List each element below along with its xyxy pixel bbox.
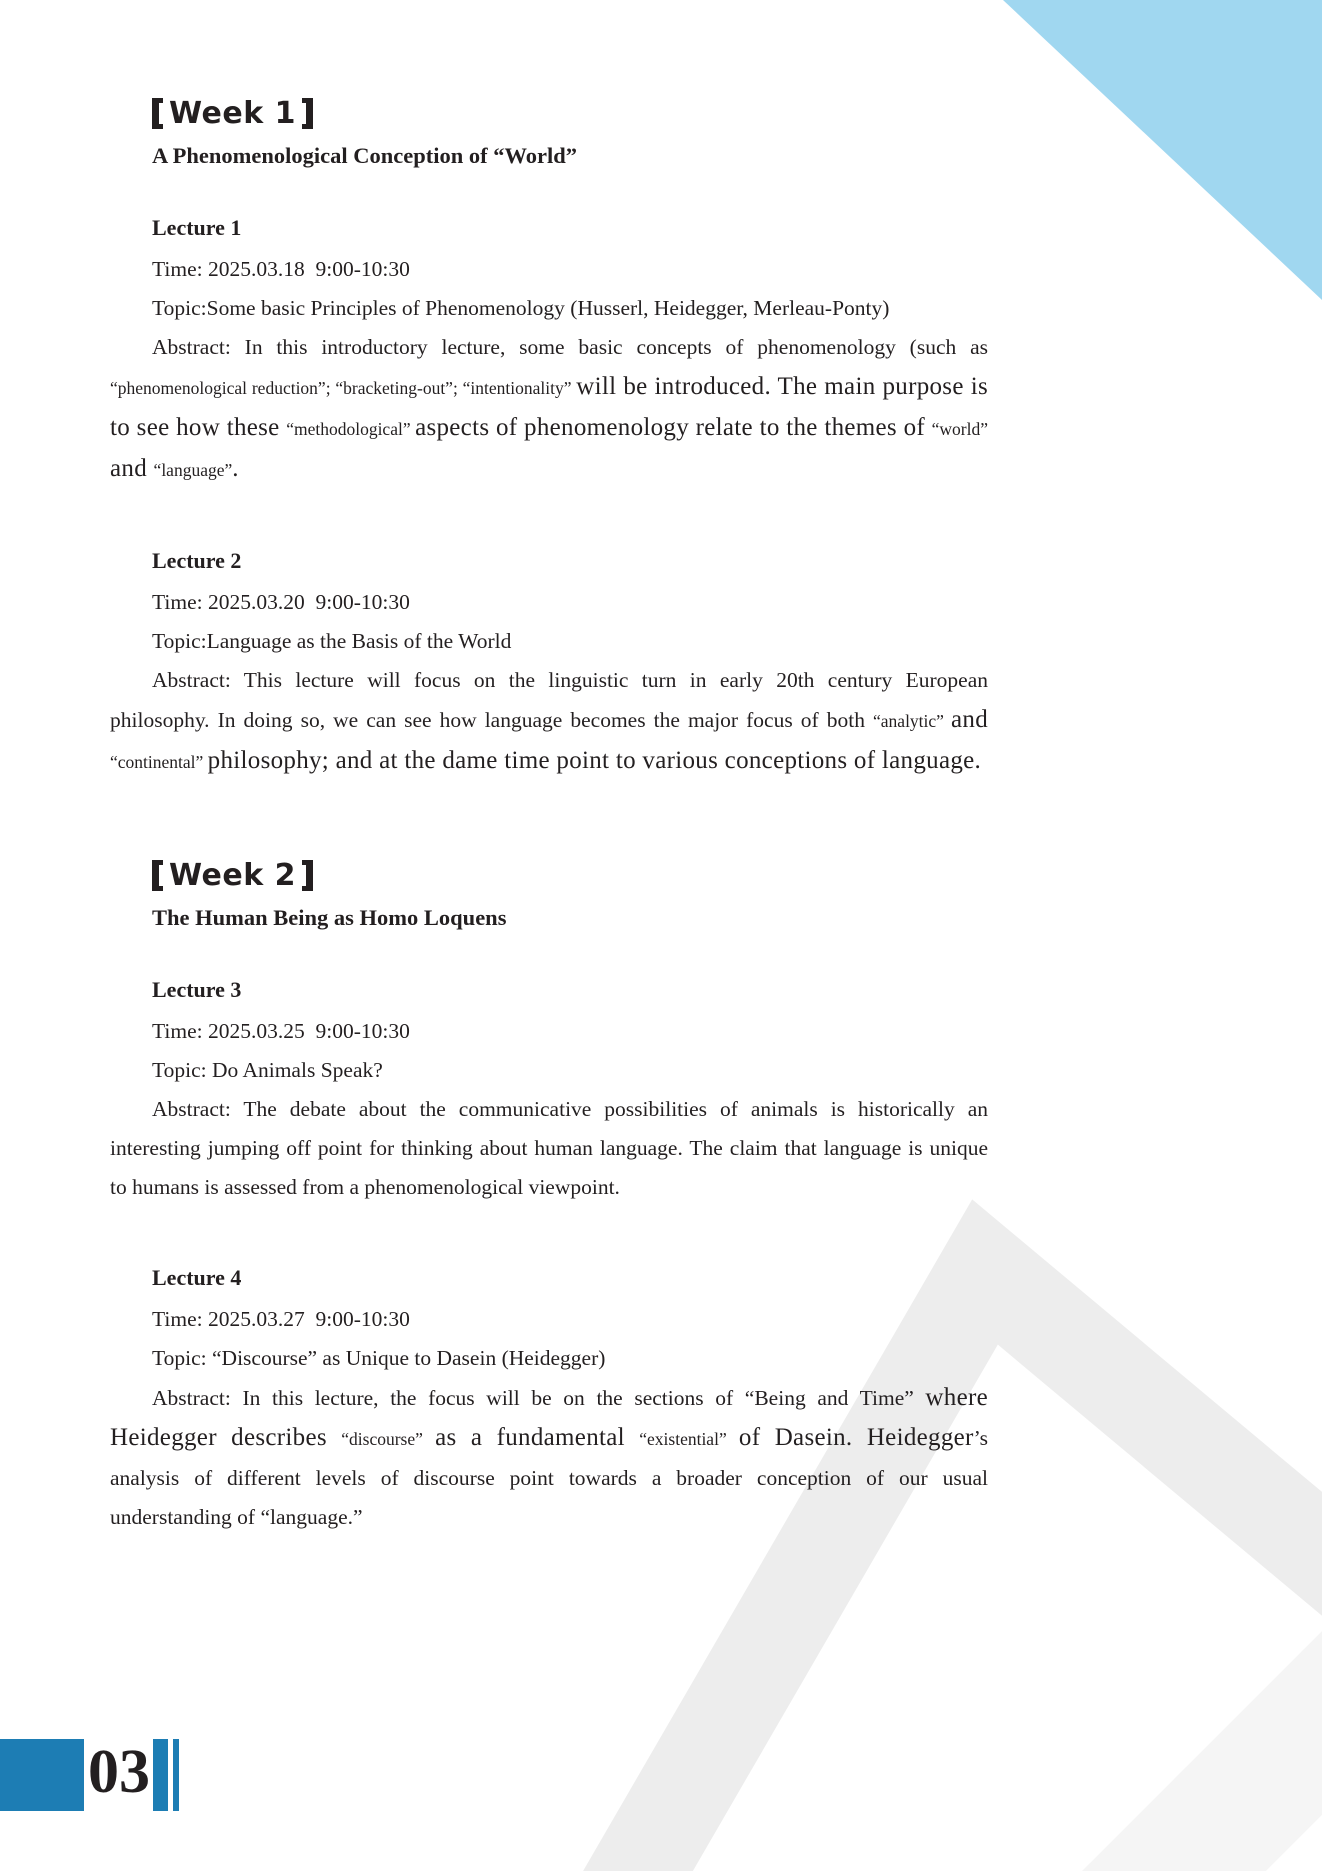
lecture-abstract	[110, 661, 988, 782]
lecture-heading: Lecture 1	[152, 215, 242, 240]
text-segment: ’s analysis of different levels of discourse point towards a broader conception of our usual understanding of “language.”	[110, 1426, 988, 1529]
text-segment: philosophy; and at the dame time point to various conceptions of language.	[207, 747, 982, 774]
text-segment: Topic:Language as the Basis of the World	[152, 629, 512, 653]
lecture-heading: Lecture 3	[152, 977, 242, 1002]
lenticular-bracket-right	[302, 860, 313, 891]
lecture-abstract	[110, 1378, 988, 1537]
text-segment: Abstract: In this introductory lecture, some basic concepts of phenomenology (such as	[152, 335, 988, 359]
footer-bar-thick	[153, 1739, 168, 1811]
lecture-time: Time: 2025.03.27 9:00-10:30	[152, 1307, 410, 1331]
footer-bar-thin	[173, 1739, 179, 1811]
footer-blue-block	[0, 1739, 84, 1811]
week-section	[110, 858, 988, 1537]
corner-triangle	[1003, 0, 1322, 300]
lecture-list	[110, 211, 988, 782]
text-segment: Abstract: This lecture will focus on the linguistic turn in early 20th century European philosophy. In doing so, we can see how language becomes the major focus of both	[110, 668, 988, 732]
week-title	[152, 96, 988, 131]
text-segment: Abstract: In this lecture, the focus will be on the sections of “Being and Time”	[152, 1386, 926, 1410]
text-segment: .	[232, 455, 239, 482]
text-segment: Topic:Some basic Principles of Phenomenology (Husserl, Heidegger, Merleau-Ponty)	[152, 296, 890, 320]
text-segment: will be introduced. The main purpose is to see how these	[110, 373, 988, 441]
content	[110, 96, 988, 1591]
week-section	[110, 96, 988, 782]
text-segment: “phenomenological reduction”; “bracketing-out”; “intentionality”	[110, 378, 577, 398]
text-segment: “methodological”	[286, 419, 416, 439]
lecture-block	[110, 211, 988, 490]
lenticular-bracket-left	[152, 860, 163, 891]
text-segment: Abstract: The debate about the communicative possibilities of animals is historically an interesting jumping off point for thinking about human language. The claim that language is unique to humans is assessed from a phenomenological viewpoint.	[110, 1097, 988, 1199]
lecture-topic	[110, 1339, 988, 1378]
text-segment: “continental”	[110, 752, 208, 772]
text-segment: where Heidegger describes	[110, 1384, 988, 1451]
text-segment: aspects of phenomenology relate to the themes of	[415, 414, 932, 441]
week-title-text: Week 2	[169, 858, 296, 893]
text-segment: and	[951, 706, 988, 733]
text-segment: Topic: Do Animals Speak?	[152, 1058, 383, 1082]
text-segment: “language”	[153, 460, 233, 480]
week-subtitle: The Human Being as Homo Loquens	[152, 905, 507, 930]
lecture-abstract	[110, 328, 988, 490]
lenticular-bracket-right	[302, 98, 313, 129]
lenticular-bracket-left	[152, 98, 163, 129]
week-subtitle: A Phenomenological Conception of “World”	[152, 143, 578, 168]
week-title-text: Week 1	[169, 96, 296, 131]
lecture-block	[110, 544, 988, 782]
lecture-topic	[110, 1051, 988, 1090]
lecture-block	[110, 973, 988, 1207]
page-number: 03	[88, 1738, 150, 1806]
lecture-abstract	[110, 1090, 988, 1207]
text-segment: “existential”	[639, 1429, 739, 1449]
lecture-topic	[110, 622, 988, 661]
lecture-list	[110, 973, 988, 1537]
text-segment: “world”	[931, 419, 988, 439]
lecture-time: Time: 2025.03.25 9:00-10:30	[152, 1019, 410, 1043]
lecture-topic	[110, 289, 988, 328]
text-segment: Topic: “Discourse” as Unique to Dasein (Heidegger)	[152, 1346, 606, 1370]
lecture-heading: Lecture 4	[152, 1265, 242, 1290]
text-segment: of Dasein. Heidegger	[738, 1424, 974, 1451]
lecture-time: Time: 2025.03.18 9:00-10:30	[152, 257, 410, 281]
lecture-heading: Lecture 2	[152, 548, 242, 573]
text-segment: “discourse”	[341, 1429, 436, 1449]
lecture-block	[110, 1261, 988, 1537]
text-segment: “analytic”	[873, 711, 951, 731]
text-segment: as a fundamental	[435, 1424, 640, 1451]
text-segment: and	[110, 455, 154, 482]
week-title	[152, 858, 988, 893]
lecture-time: Time: 2025.03.20 9:00-10:30	[152, 590, 410, 614]
page-footer	[0, 1739, 260, 1811]
